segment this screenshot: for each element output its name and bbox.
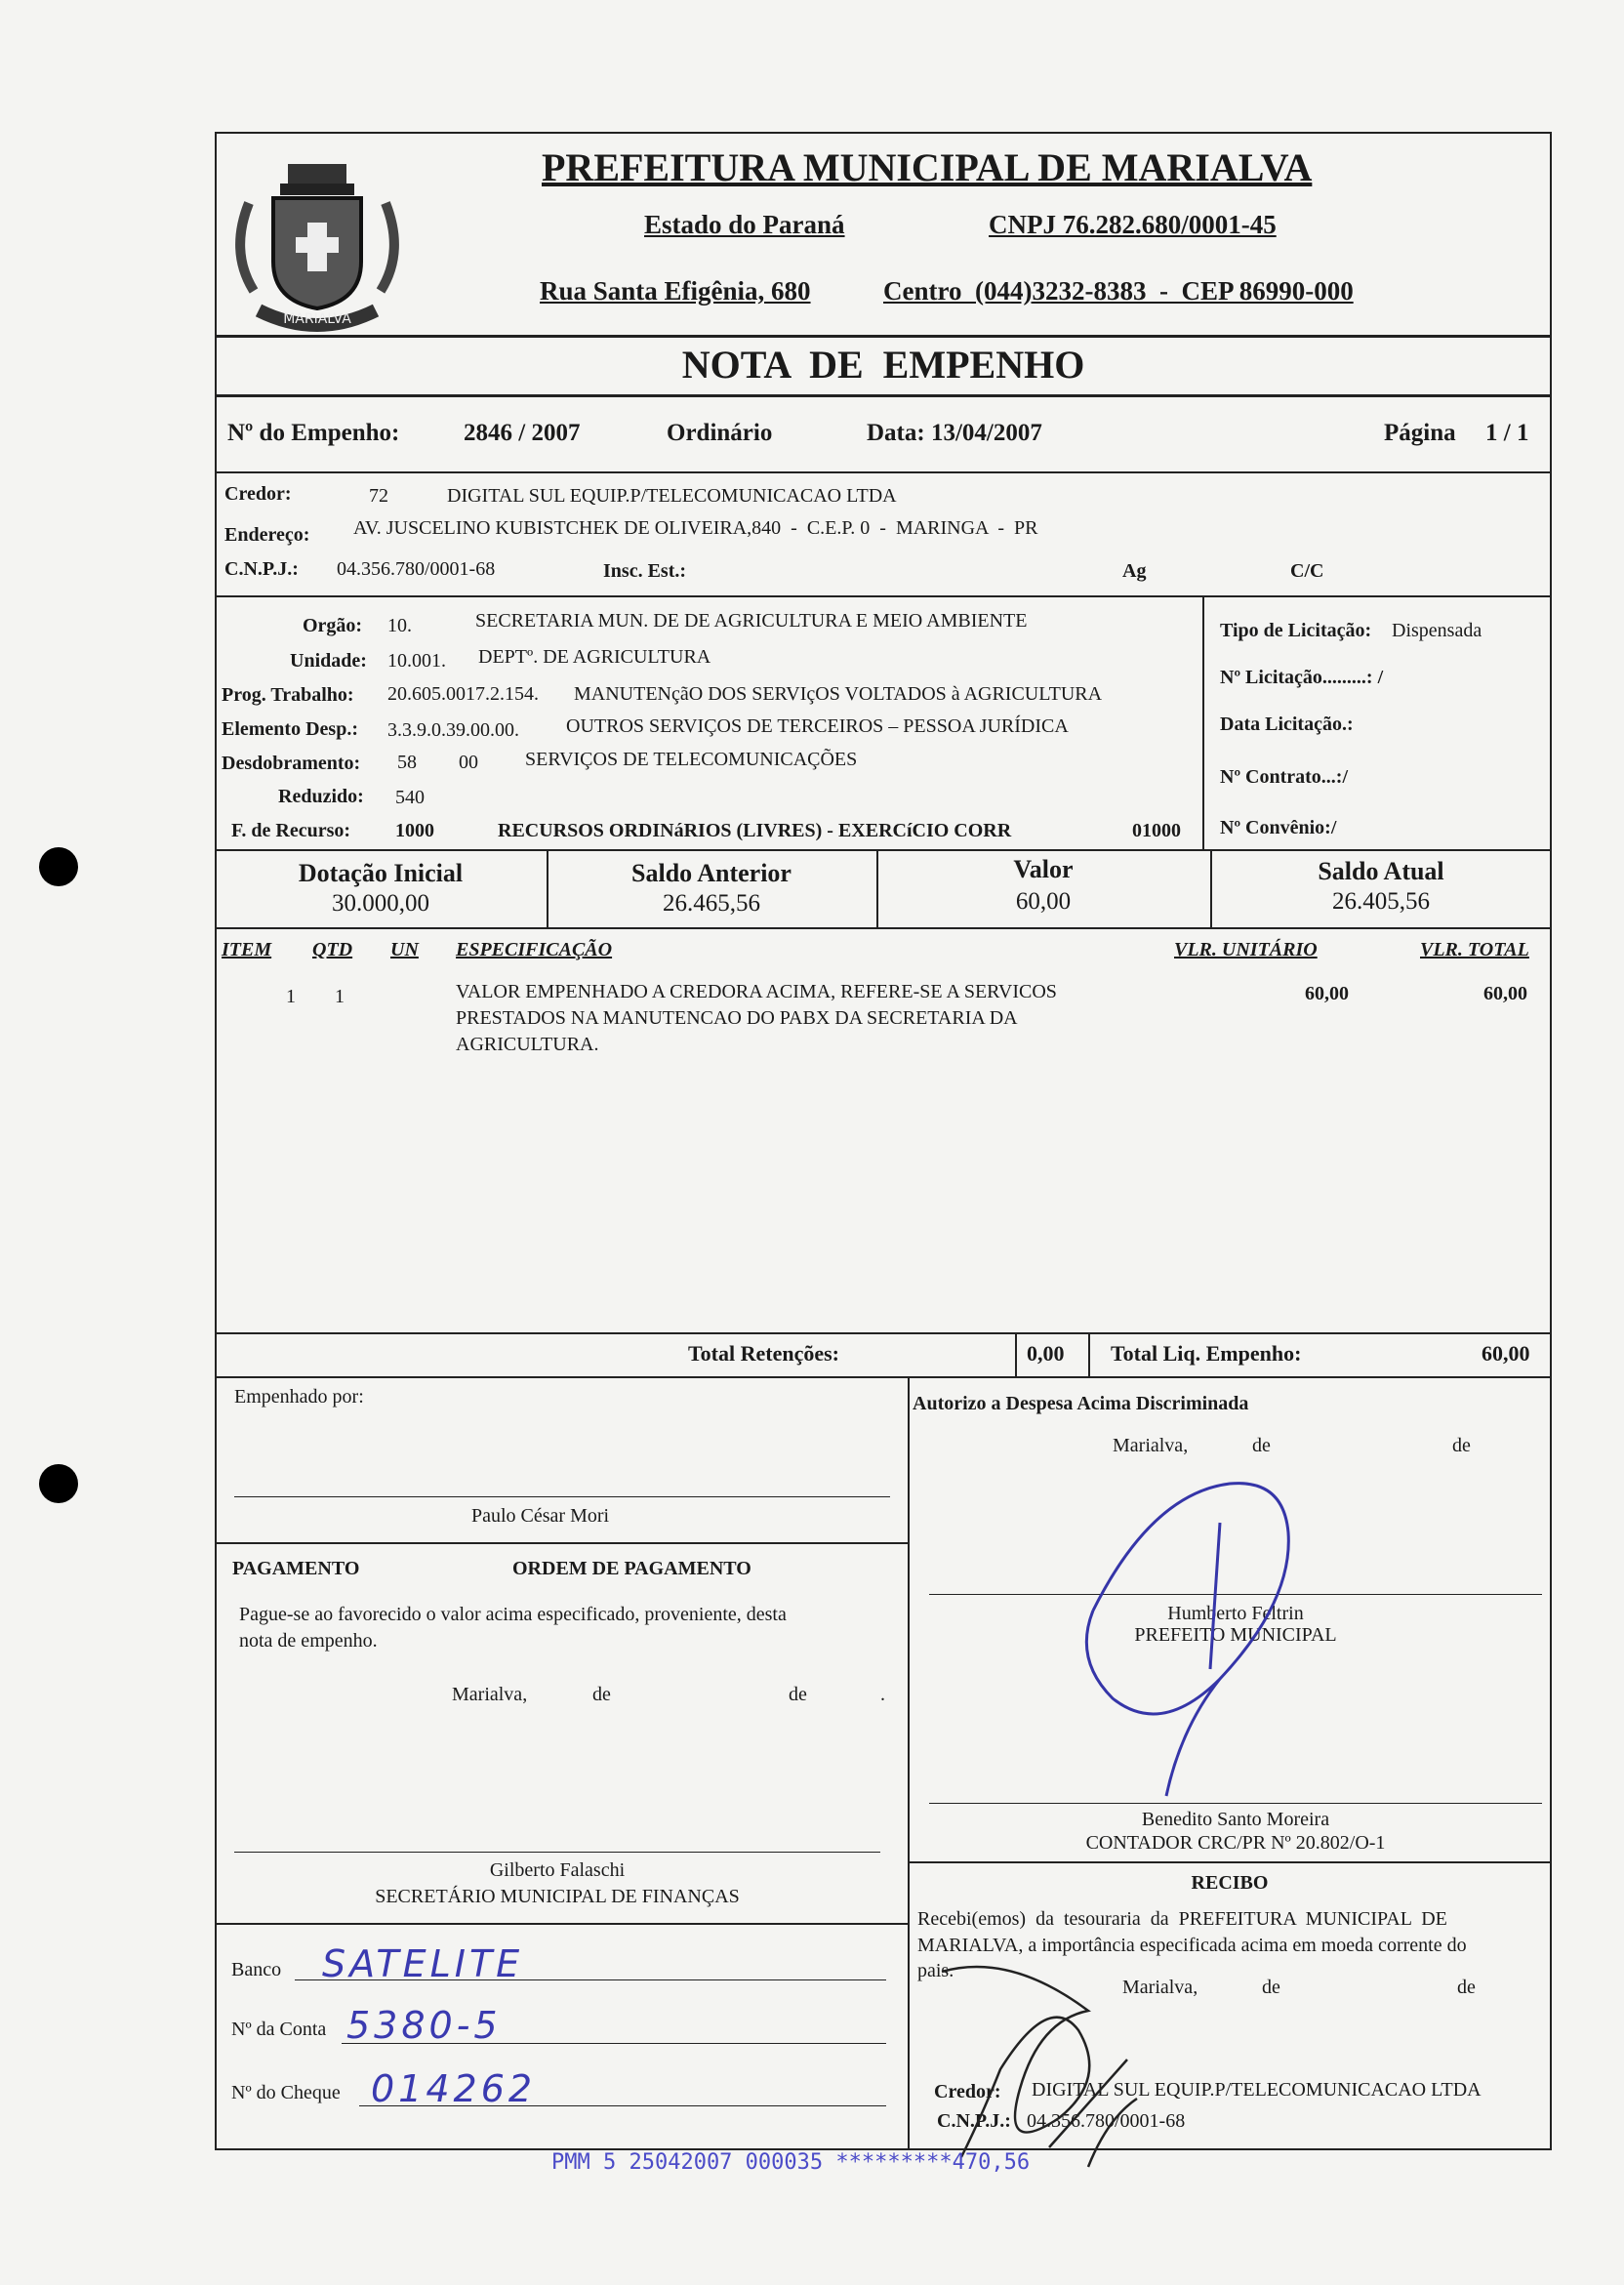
valor-value: 60,00 (1015, 888, 1072, 915)
item-total-price: 60,00 (1483, 983, 1527, 1004)
pagamento-de-1: de (592, 1684, 611, 1705)
recibo-cnpj: 04.356.780/0001-68 (1027, 2110, 1186, 2132)
pagamento-label: PAGAMENTO (232, 1558, 360, 1579)
credor-cnpj-label: C.N.P.J.: (224, 558, 299, 580)
punch-hole-bottom (39, 1464, 78, 1503)
unidade-label: Unidade: (290, 650, 367, 672)
contador-title: CONTADOR CRC/PR Nº 20.802/O-1 (1085, 1832, 1386, 1854)
cheque-label: Nº do Cheque (231, 2082, 341, 2103)
licitacao-date: Data Licitação.: (1220, 714, 1354, 735)
page-title: PREFEITURA MUNICIPAL DE MARIALVA (542, 145, 1313, 189)
dotacao-label: Dotação Inicial (298, 859, 464, 887)
page-number-label: Página (1384, 420, 1456, 446)
recibo-de-2: de (1457, 1977, 1476, 1998)
prog-name: MANUTENçãO DOS SERVIçOS VOLTADOS à AGRICULTURA (574, 683, 1103, 705)
recibo-line-1: Recebi(emos) da tesouraria da PREFEITURA MUNICIPAL DE (917, 1908, 1447, 1930)
falaschi-name: Gilberto Falaschi (489, 1859, 626, 1881)
credor-signature (932, 1952, 1157, 2177)
elemento-label: Elemento Desp.: (222, 718, 358, 740)
recurso-num: 01000 (1132, 820, 1181, 841)
desdobramento-a: 58 (397, 752, 417, 773)
total-liquido-label: Total Liq. Empenho: (1111, 1341, 1302, 1366)
page-number: 1 / 1 (1485, 420, 1529, 446)
banco-handwritten: SATELITE (322, 1942, 524, 1985)
orgao-name: SECRETARIA MUN. DE DE AGRICULTURA E MEIO AMBIENTE (475, 610, 1028, 632)
item-spec-line-3: AGRICULTURA. (456, 1034, 599, 1055)
empenho-number: 2846 / 2007 (464, 420, 581, 446)
saldo-atual-value: 26.405,56 (1332, 888, 1430, 915)
orgao-code: 10. (387, 615, 412, 636)
autorizo-de-1: de (1252, 1435, 1271, 1456)
pague-se-line-1: Pague-se ao favorecido o valor acima especificado, proveniente, desta (239, 1604, 787, 1625)
recurso-label: F. de Recurso: (231, 820, 351, 841)
total-retencoes-value: 0,00 (1027, 1341, 1065, 1366)
saldo-anterior-value: 26.465,56 (663, 890, 760, 917)
item-qtd: 1 (335, 986, 345, 1007)
item-header: ITEM (222, 939, 272, 960)
punch-hole-top (39, 847, 78, 886)
autorizo-city: Marialva, (1113, 1435, 1189, 1456)
coat-of-arms-icon (220, 144, 415, 340)
desdobramento-b: 00 (459, 752, 478, 773)
state-label: Estado do Paraná (644, 210, 845, 239)
prog-label: Prog. Trabalho: (222, 684, 354, 706)
recurso-name: RECURSOS ORDINáRIOS (LIVRES) - EXERCíCIO CORR (498, 820, 1012, 841)
prefeito-signature (1074, 1474, 1308, 1816)
recibo-credor-name: DIGITAL SUL EQUIP.P/TELECOMUNICACAO LTDA (1032, 2079, 1482, 2101)
autorizo-de-2: de (1452, 1435, 1471, 1456)
pagamento-city: Marialva, (452, 1684, 528, 1705)
empenho-type: Ordinário (667, 420, 773, 446)
pague-se-line-2: nota de empenho. (239, 1630, 378, 1652)
recibo-title: RECIBO (1191, 1872, 1269, 1894)
recibo-credor-label: Credor: (934, 2081, 1001, 2102)
dotacao-value: 30.000,00 (332, 890, 429, 917)
credor-address: AV. JUSCELINO KUBISTCHEK DE OLIVEIRA,840 - C.E.P. 0 - MARINGA - PR (353, 517, 1038, 539)
pagamento-de-2: de (789, 1684, 807, 1705)
prog-code: 20.605.0017.2.154. (387, 683, 539, 705)
credor-code: 72 (369, 485, 388, 507)
conta-handwritten: 5380-5 (346, 2004, 502, 2047)
contrato-number: Nº Contrato...:/ (1220, 766, 1349, 788)
convenio-number: Nº Convênio:/ (1220, 817, 1337, 838)
un-header: UN (390, 939, 419, 960)
banco-label: Banco (231, 1959, 282, 1980)
elemento-name: OUTROS SERVIÇOS DE TERCEIROS – PESSOA JURÍDICA (566, 715, 1069, 737)
tipo-licitacao-value: Dispensada (1392, 620, 1482, 641)
unit-price-header: VLR. UNITÁRIO (1174, 939, 1318, 960)
qtd-header: QTD (312, 939, 353, 960)
ag-label: Ag (1122, 560, 1147, 582)
orgao-label: Orgão: (303, 615, 363, 636)
address-field-label: Endereço: (224, 524, 310, 546)
saldo-anterior-label: Saldo Anterior (631, 859, 792, 887)
desdobramento-label: Desdobramento: (222, 753, 361, 774)
prefeito-title: PREFEITO MUNICIPAL (1134, 1624, 1337, 1646)
item-spec-line-1: VALOR EMPENHADO A CREDORA ACIMA, REFERE-SE A SERVICOS (456, 981, 1057, 1002)
valor-label: Valor (1013, 855, 1074, 883)
street-label: Rua Santa Efigênia, 680 (540, 276, 811, 306)
recurso-code: 1000 (395, 820, 434, 841)
licitacao-number: Nº Licitação.........: / (1220, 667, 1384, 688)
contador-name: Benedito Santo Moreira (1141, 1809, 1330, 1830)
prefeito-name: Humberto Feltrin (1167, 1603, 1304, 1624)
unidade-code: 10.001. (387, 650, 446, 672)
recibo-city: Marialva, (1122, 1977, 1198, 1998)
recibo-cnpj-label: C.N.P.J.: (937, 2110, 1011, 2132)
mechanical-stamp: PMM 5 25042007 000035 *********470,56 (551, 2150, 1031, 2175)
elemento-code: 3.3.9.0.39.00.00. (387, 719, 519, 741)
saldo-atual-label: Saldo Atual (1318, 857, 1444, 885)
empenhado-signer: Paulo César Mori (471, 1505, 610, 1527)
spec-header: ESPECIFICAÇÃO (456, 939, 613, 960)
credor-name: DIGITAL SUL EQUIP.P/TELECOMUNICACAO LTDA (447, 485, 897, 507)
total-liquido-value: 60,00 (1482, 1341, 1530, 1366)
item-spec-line-2: PRESTADOS NA MANUTENCAO DO PABX DA SECRETARIA DA (456, 1007, 1018, 1029)
document-title: NOTA DE EMPENHO (681, 343, 1085, 387)
cc-label: C/C (1290, 560, 1324, 582)
reduzido-code: 540 (395, 787, 425, 808)
cheque-handwritten: 014262 (371, 2067, 537, 2110)
pagamento-dot: . (880, 1684, 885, 1705)
empenhado-por-label: Empenhado por: (234, 1386, 364, 1408)
item-number: 1 (286, 986, 296, 1007)
desdobramento-name: SERVIÇOS DE TELECOMUNICAÇÕES (525, 749, 858, 770)
cnpj-label: CNPJ 76.282.680/0001-45 (989, 210, 1277, 239)
address-label: Centro (044)3232-8383 - CEP 86990-000 (883, 276, 1354, 306)
recibo-line-2: MARIALVA, a importância especificada acima em moeda corrente do (917, 1935, 1467, 1956)
recibo-line-3: pais. (917, 1960, 954, 1981)
credor-cnpj: 04.356.780/0001-68 (337, 558, 496, 580)
recibo-de-1: de (1262, 1977, 1280, 1998)
item-unit-price: 60,00 (1305, 983, 1349, 1004)
total-retencoes-label: Total Retenções: (688, 1341, 839, 1366)
coat-of-arms-text: MARIALVA (283, 311, 351, 327)
reduzido-label: Reduzido: (278, 786, 364, 807)
unidade-name: DEPTº. DE AGRICULTURA (478, 646, 711, 668)
empenho-number-label: Nº do Empenho: (227, 420, 400, 446)
credor-label: Credor: (224, 483, 292, 505)
empenho-date: Data: 13/04/2007 (867, 420, 1042, 446)
secretario-title: SECRETÁRIO MUNICIPAL DE FINANÇAS (375, 1886, 740, 1907)
conta-label: Nº da Conta (231, 2019, 327, 2040)
insc-est-label: Insc. Est.: (603, 560, 687, 582)
autorizo-label: Autorizo a Despesa Acima Discriminada (913, 1393, 1249, 1414)
ordem-pagamento-label: ORDEM DE PAGAMENTO (512, 1558, 751, 1579)
tipo-licitacao-label: Tipo de Licitação: (1220, 620, 1372, 641)
total-price-header: VLR. TOTAL (1420, 939, 1529, 960)
